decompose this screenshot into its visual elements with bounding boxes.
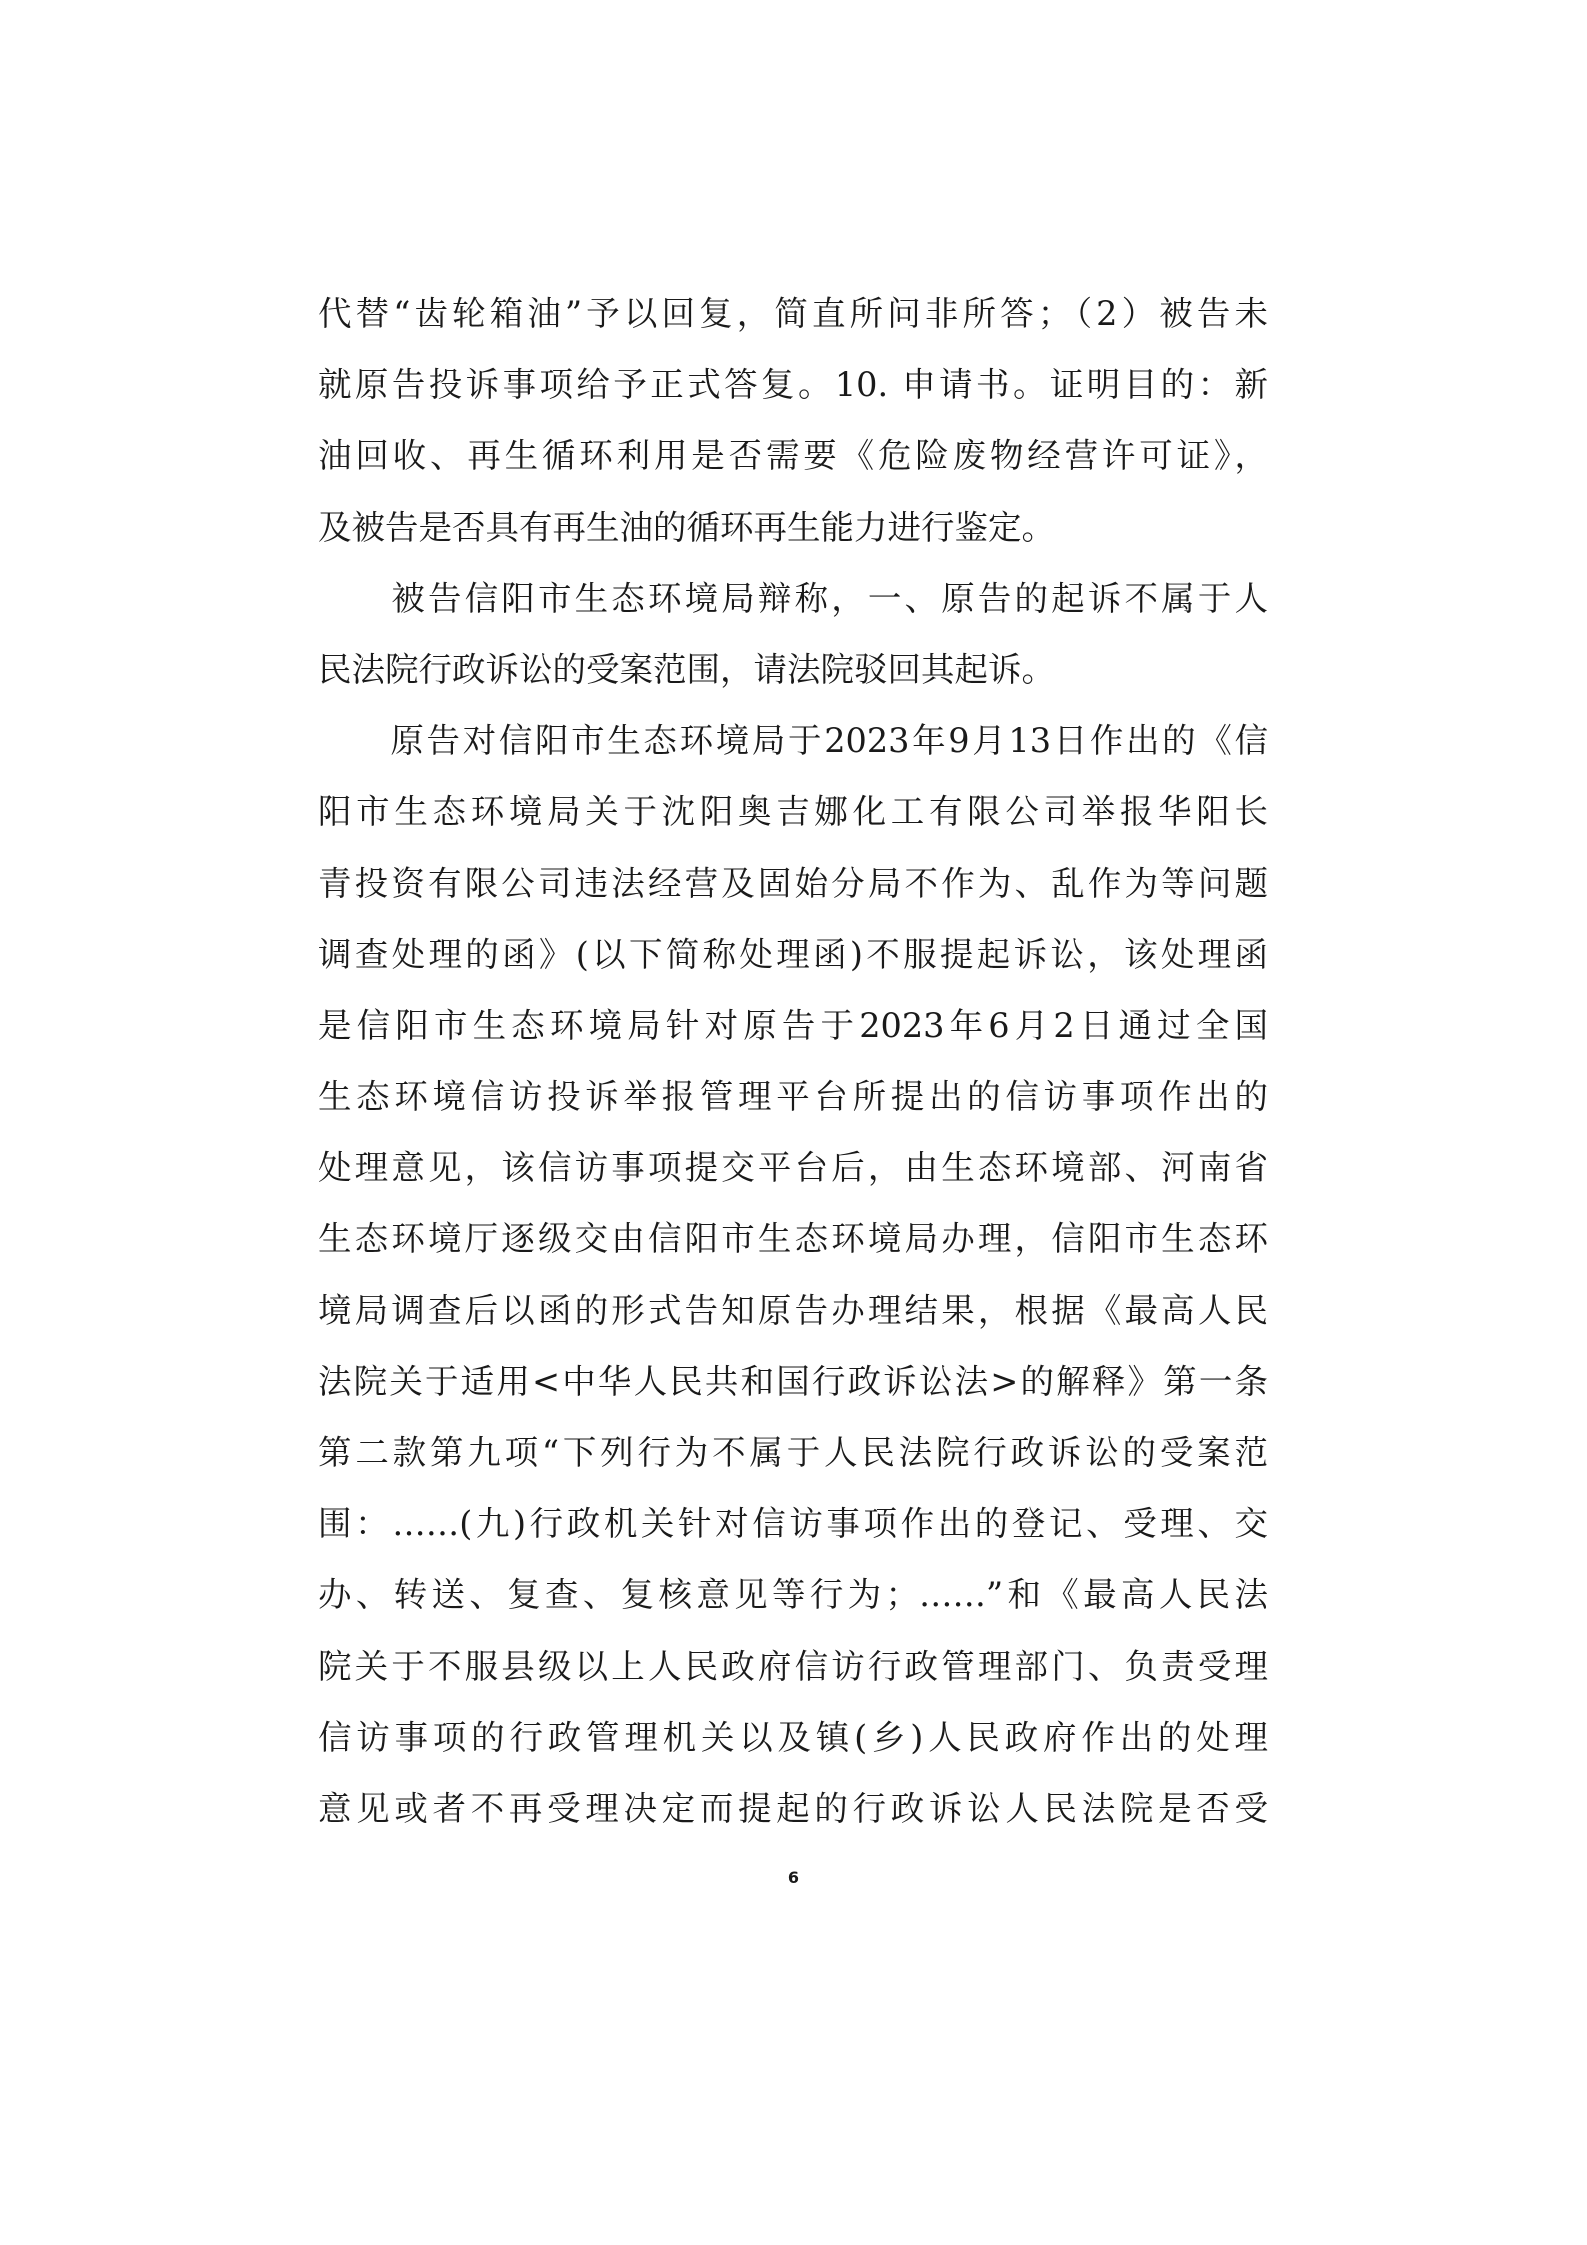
text-line: 就原告投诉事项给予正式答复。10. 申请书。证明目的：新	[318, 365, 1268, 405]
text-line: 及被告是否具有再生油的循环再生能力进行鉴定。	[318, 507, 1055, 547]
text-line: 民法院行政诉讼的受案范围，请法院驳回其起诉。	[318, 649, 1055, 689]
text-line: 意见或者不再受理决定而提起的行政诉讼人民法院是否受	[318, 1788, 1268, 1828]
text-line: 处理意见，该信访事项提交平台后，由生态环境部、河南省	[318, 1148, 1268, 1188]
text-line: 调查处理的函》(以下简称处理函)不服提起诉讼，该处理函	[318, 934, 1268, 974]
text-line: 青投资有限公司违法经营及固始分局不作为、乱作为等问题	[318, 863, 1268, 903]
text-line: 生态环境信访投诉举报管理平台所提出的信访事项作出的	[318, 1077, 1268, 1117]
document-body	[318, 278, 1268, 1844]
text-line: 油回收、再生循环利用是否需要《危险废物经营许可证》，	[318, 436, 1268, 476]
text-line: 代替“齿轮箱油”予以回复，简直所问非所答；（2）被告未	[318, 294, 1268, 333]
text-line: 院关于不服县级以上人民政府信访行政管理部门、负责受理	[318, 1646, 1268, 1686]
text-line: 第二款第九项“下列行为不属于人民法院行政诉讼的受案范	[318, 1433, 1268, 1472]
text-line: 原告对信阳市生态环境局于2023年9月13日作出的《信	[318, 721, 1268, 761]
text-line: 法院关于适用<中华人民共和国行政诉讼法>的解释》第一条	[318, 1361, 1268, 1401]
text-line: 是信阳市生态环境局针对原告于2023年6月2日通过全国	[318, 1005, 1268, 1045]
text-line: 生态环境厅逐级交由信阳市生态环境局办理，信阳市生态环	[318, 1219, 1268, 1259]
page-number: 6	[787, 1868, 800, 1887]
text-line: 信访事项的行政管理机关以及镇(乡)人民政府作出的处理	[318, 1717, 1268, 1757]
text-line: 被告信阳市生态环境局辩称，一、原告的起诉不属于人	[318, 578, 1268, 618]
text-line: 境局调查后以函的形式告知原告办理结果，根据《最高人民	[318, 1290, 1268, 1330]
text-line: 围：……(九)行政机关针对信访事项作出的登记、受理、交	[318, 1504, 1268, 1544]
text-line: 阳市生态环境局关于沈阳奥吉娜化工有限公司举报华阳长	[318, 792, 1268, 832]
text-line: 办、转送、复查、复核意见等行为；……”和《最高人民法	[318, 1575, 1268, 1615]
